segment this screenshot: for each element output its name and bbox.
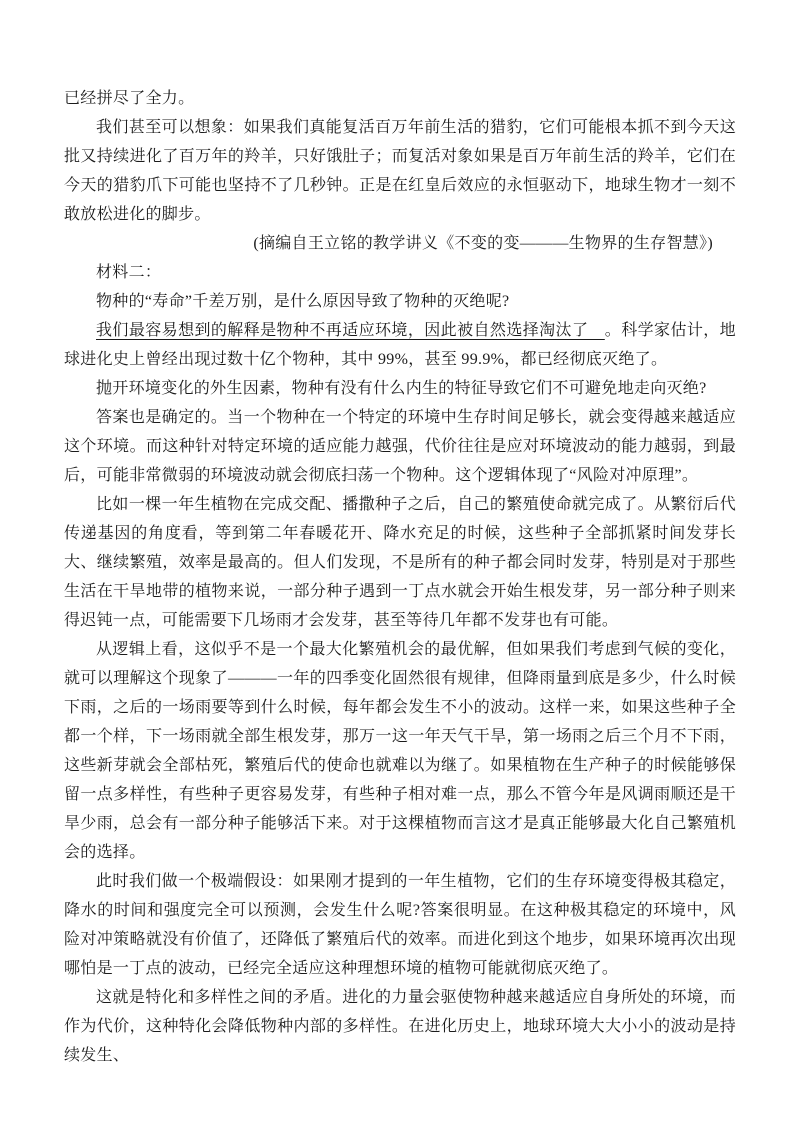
text-segment: 从逻辑上看，这似乎不是一个最大化繁殖机会的最优解，但如果我们考虑到气候的变化，就可以理解这个现象了———一年的四季变化固然很有规律，但降雨量到底是多少，什么时候下雨，之后的一场雨要等到什么时候，每年都会发生不小的波动。这样一来，如果这些种子全都一个样，下一场雨就全部生根发芽，那万一这一年天气干旱，第一场雨之后三个月不下雨，这些新芽就会全部枯死，繁殖后代的使命也就难以为继了。如果植物在生产种子的时候能够保留一点多样性，有些种子更容易发芽，有些种子相对难一点，那么不管今年是风调雨顺还是干旱少雨，总会有一部分种子能够活下来。对于这棵植物而言这才是真正能够最大化自己繁殖机会的选择。 <box>64 641 736 861</box>
para-logic-of-diversity <box>64 635 736 867</box>
text-segment: 。科学家估计，地球进化史上曾经出现过数十亿个物种，其中 99%，甚至 99.9%，都已经彻底灭绝了。 <box>64 322 736 368</box>
text-segment: 答案也是确定的。当一个物种在一个特定的环境中生存时间足够长，就会变得越来越适应这个环境。而这种针对特定环境的适应能力越强，代价往往是应对环境波动的能力越弱，到最后，可能非常微弱的环境波动就会彻底扫荡一个物种。这个逻辑体现了“风险对冲原理”。 <box>64 409 736 484</box>
para-natural-selection <box>64 316 736 374</box>
text-segment: 这就是特化和多样性之间的矛盾。进化的力量会驱使物种越来越适应自身所处的环境，而作为代价，这种特化会降低物种内部的多样性。在进化历史上，地球环境大大小小的波动是持续发生、 <box>64 989 736 1064</box>
text-segment: 我们甚至可以想象：如果我们真能复活百万年前生活的猎豹，它们可能根本抓不到今天这批又持续进化了百万年的羚羊，只好饿肚子；而复活对象如果是百万年前生活的羚羊，它们在今天的猎豹爪下可能也坚持不了几秒钟。正是在红皇后效应的永恒驱动下，地球生物才一刻不敢放松进化的脚步。 <box>64 119 736 223</box>
text-segment: 物种的“寿命”千差万别，是什么原因导致了物种的灭绝呢? <box>96 293 510 310</box>
text-segment: (摘编自王立铭的教学讲义《不变的变———生物界的生存智慧》) <box>253 235 713 252</box>
para-cheetah-imagination <box>64 113 736 229</box>
underlined-text: 我们最容易想到的解释是物种不再适应环境，因此被自然选择淘汰了 <box>96 322 605 339</box>
text-segment: 已经拼尽了全力。 <box>64 90 195 107</box>
para-tail-previous <box>64 84 736 113</box>
para-specialization-vs-diversity <box>64 983 736 1070</box>
para-endogenous-question <box>64 374 736 403</box>
para-source-citation <box>64 229 736 258</box>
para-material-two-heading <box>64 258 736 287</box>
para-extreme-hypothesis <box>64 867 736 983</box>
text-segment: 此时我们做一个极端假设：如果刚才提到的一年生植物，它们的生存环境变得极其稳定，降水的时间和强度完全可以预测，会发生什么呢?答案很明显。在这种极其稳定的环境中，风险对冲策略就没有价值了，还降低了繁殖后代的效率。而进化到这个地步，如果环境再次出现哪怕是一丁点的波动，已经完全适应这种理想环境的植物可能就彻底灭绝了。 <box>64 873 736 977</box>
text-segment: 比如一棵一年生植物在完成交配、播撒种子之后，自己的繁殖使命就完成了。从繁衍后代传递基因的角度看，等到第二年春暖花开、降水充足的时候，这些种子全部抓紧时间发芽长大、继续繁殖，效率是最高的。但人们发现，不是所有的种子都会同时发芽，特别是对于那些生活在干旱地带的植物来说，一部分种子遇到一丁点水就会开始生根发芽，另一部分种子则来得迟钝一点，可能需要下几场雨才会发芽，甚至等待几年都不发芽也有可能。 <box>64 496 736 629</box>
document-body <box>64 84 736 1070</box>
text-segment: 材料二： <box>96 264 162 281</box>
para-annual-plant-seeds <box>64 490 736 635</box>
text-segment: 抛开环境变化的外生因素，物种有没有什么内生的特征导致它们不可避免地走向灭绝? <box>96 380 707 397</box>
para-risk-hedging-principle <box>64 403 736 490</box>
para-species-lifespan-question <box>64 287 736 316</box>
